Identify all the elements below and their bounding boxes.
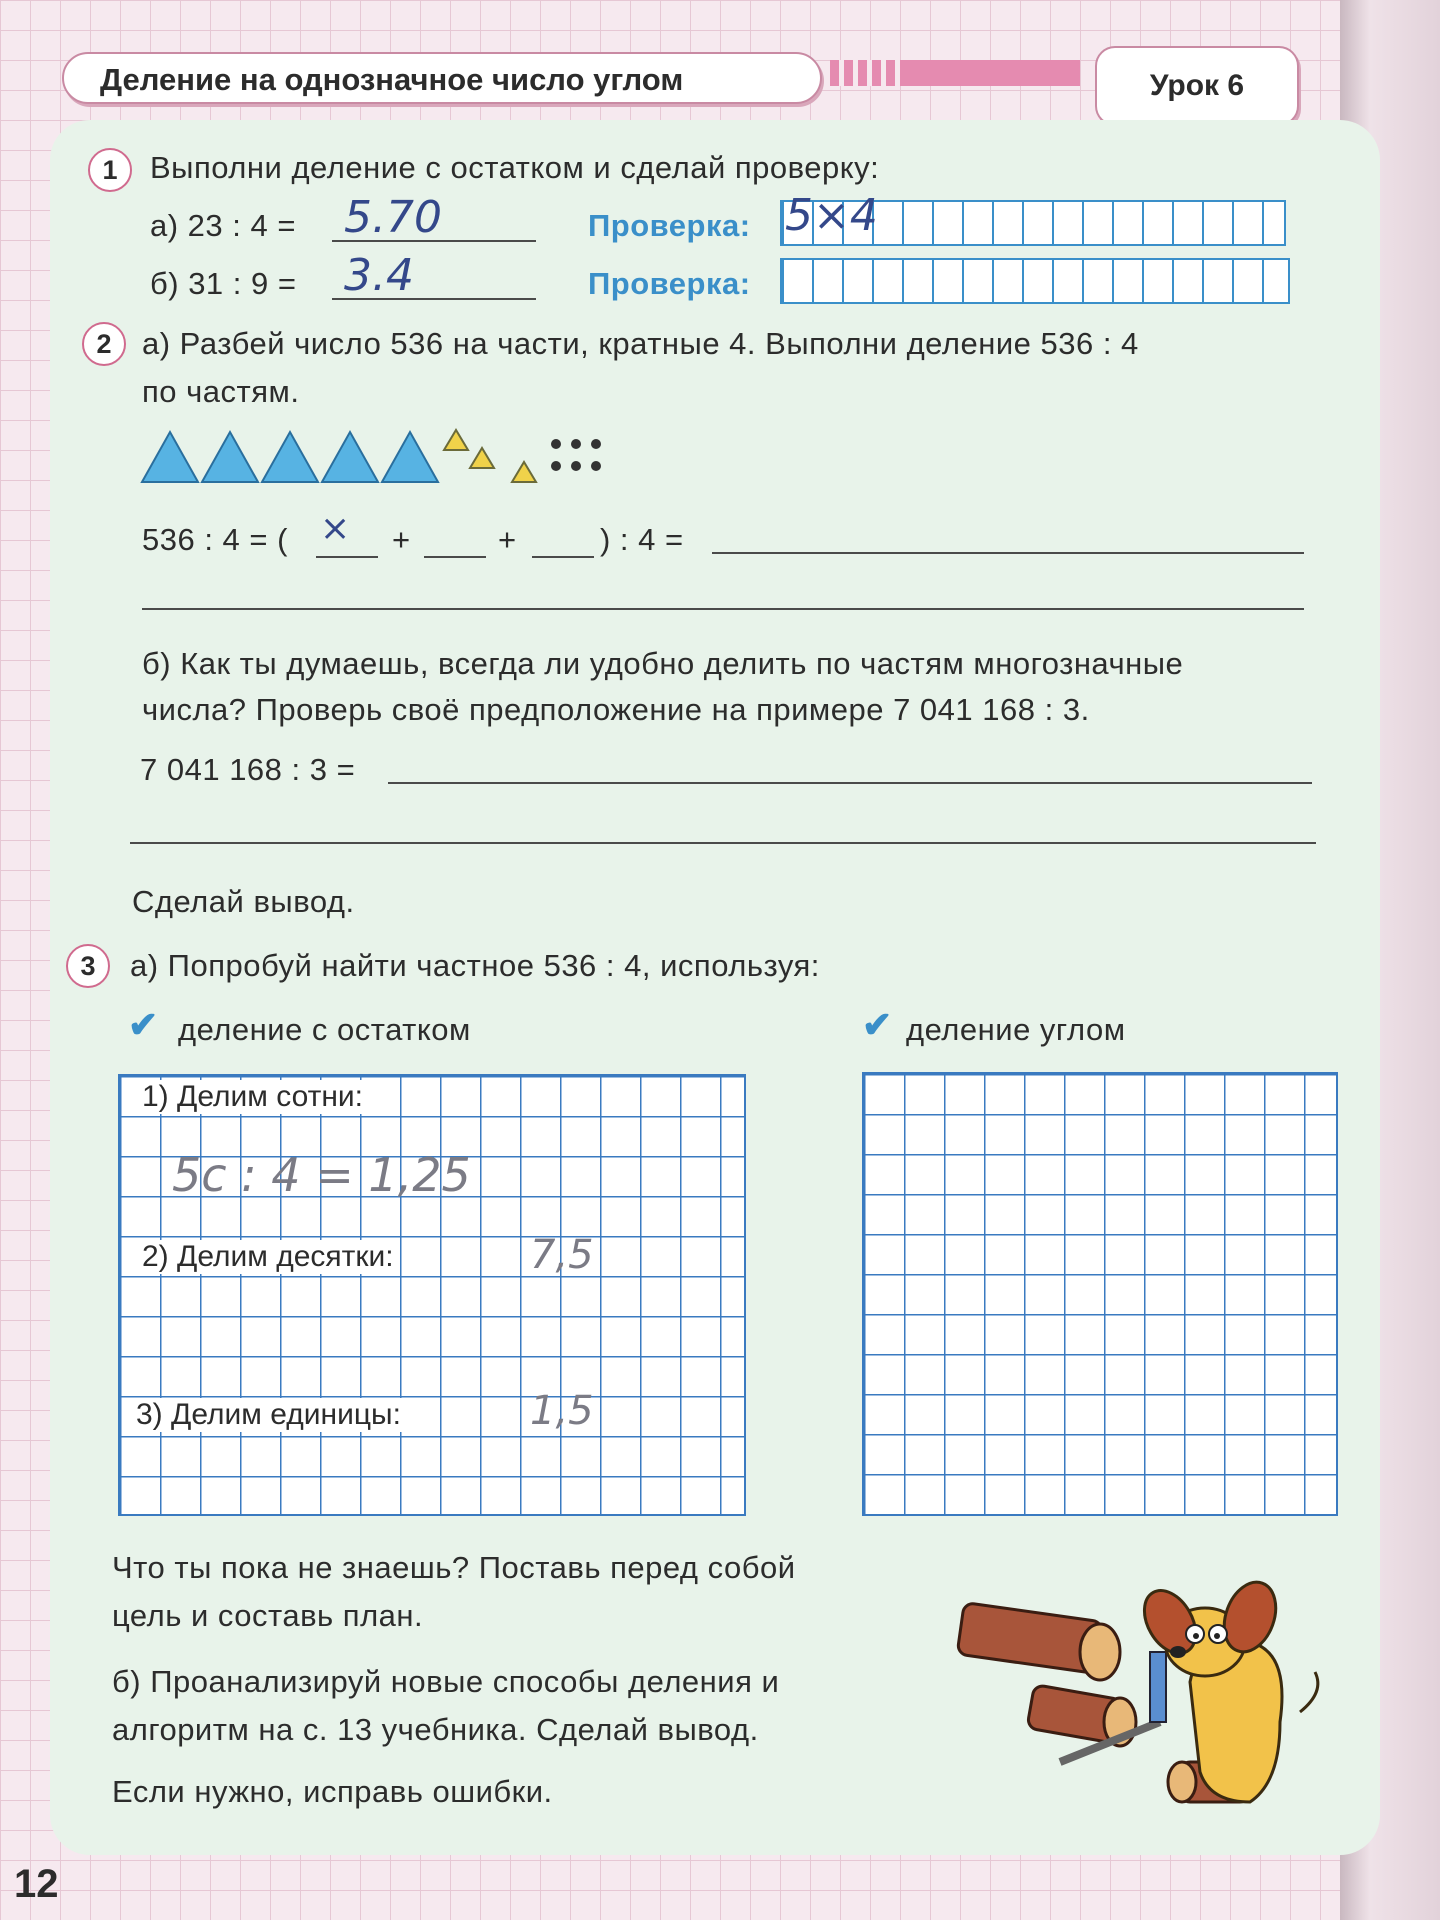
check-label-1b: Проверка: [588, 266, 751, 301]
pencil-work-step2: 7,5 [530, 1232, 594, 1278]
blank-part-3[interactable] [532, 556, 594, 558]
blank-part-1[interactable] [316, 556, 378, 558]
step-1-label: 1) Делим сотни: [138, 1080, 367, 1114]
dot-icon [591, 439, 601, 449]
big-triangle-icon [382, 432, 438, 482]
page-number: 12 [14, 1862, 59, 1906]
lesson-title: Деление на однозначное число углом [62, 52, 822, 104]
method-remainder-label: деление с остатком [178, 1012, 471, 1047]
log-icon [957, 1603, 1120, 1680]
task-3-number: 3 [66, 944, 110, 988]
task-1-number: 1 [88, 148, 132, 192]
handwritten-answer-1b: 3.4 [344, 250, 414, 301]
big-triangle-icon [262, 432, 318, 482]
check-cells-1b[interactable] [780, 258, 1290, 304]
pencil-work-step1: 5с : 4 = 1,25 [172, 1148, 471, 1202]
task-2b-text-line2: числа? Проверь своё предположение на примере 7 041 168 : 3. [142, 692, 1090, 727]
task-2a-equation-end: ) : 4 = [600, 522, 684, 557]
answer-line-2a[interactable] [712, 552, 1304, 554]
plus-sign-1: + [392, 522, 411, 557]
task-2-conclusion: Сделай вывод. [132, 884, 355, 919]
fix-mistakes-text: Если нужно, исправь ошибки. [112, 1774, 553, 1809]
task-2b-text-line1: б) Как ты думаешь, всегда ли удобно делить по частям многозначные [142, 646, 1184, 681]
big-triangle-icon [202, 432, 258, 482]
small-triangle-icon [470, 448, 494, 468]
plan-question-line2: цель и составь план. [112, 1598, 424, 1633]
header-stripes [830, 60, 1080, 86]
method-long-division-label: деление углом [906, 1012, 1126, 1047]
big-triangle-icon [322, 432, 378, 482]
dot-icon [591, 461, 601, 471]
task-2a-text-line1: а) Разбей число 536 на части, кратные 4. Выполни деление 536 : 4 [142, 326, 1139, 361]
task-1-instruction: Выполни деление с остатком и сделай проверку: [150, 150, 880, 185]
handwritten-mark: × [320, 508, 351, 549]
checkmark-icon: ✔ [862, 1004, 893, 1045]
dot-icon [551, 461, 561, 471]
answer-line-2b[interactable] [388, 782, 1312, 784]
plus-sign-2: + [498, 522, 517, 557]
lesson-number: Урок 6 [1095, 46, 1299, 126]
dot-icon [571, 439, 581, 449]
check-label-1a: Проверка: [588, 208, 751, 243]
dot-icon [571, 461, 581, 471]
blank-part-2[interactable] [424, 556, 486, 558]
checkmark-icon: ✔ [128, 1004, 159, 1045]
answer-line-2a-extra[interactable] [142, 608, 1304, 610]
task-3b-line2: алгоритм на с. 13 учебника. Сделай вывод. [112, 1712, 759, 1747]
task-3b-line1: б) Проанализируй новые способы деления и [112, 1664, 780, 1699]
work-grid-long-division[interactable] [862, 1072, 1338, 1516]
big-triangle-icon [142, 432, 198, 482]
step-2-label: 2) Делим десятки: [138, 1240, 398, 1274]
task-2-number: 2 [82, 322, 126, 366]
handwritten-check-1a: 5×4 [785, 190, 878, 241]
small-triangle-icon [444, 430, 468, 450]
answer-line-2b-extra[interactable] [130, 842, 1316, 844]
small-triangle-icon [512, 462, 536, 482]
handwritten-answer-1a: 5.70 [344, 192, 442, 243]
dot-icon [551, 439, 561, 449]
step-3-label: 3) Делим единицы: [132, 1398, 405, 1432]
task-3a-text: а) Попробуй найти частное 536 : 4, используя: [130, 948, 820, 983]
pencil-work-step3: 1,5 [530, 1388, 594, 1434]
plan-question-line1: Что ты пока не знаешь? Поставь перед собой [112, 1550, 796, 1585]
task-2a-text-line2: по частям. [142, 374, 300, 409]
work-grid-remainder[interactable] [118, 1074, 746, 1516]
task-2a-equation: 536 : 4 = ( [142, 522, 288, 557]
dog-sawing-logs-illustration [950, 1572, 1330, 1842]
task-2b-equation: 7 041 168 : 3 = [140, 752, 356, 787]
task-1a-expression: а) 23 : 4 = [150, 208, 296, 243]
shapes-illustration [140, 424, 620, 486]
task-1b-expression: б) 31 : 9 = [150, 266, 297, 301]
